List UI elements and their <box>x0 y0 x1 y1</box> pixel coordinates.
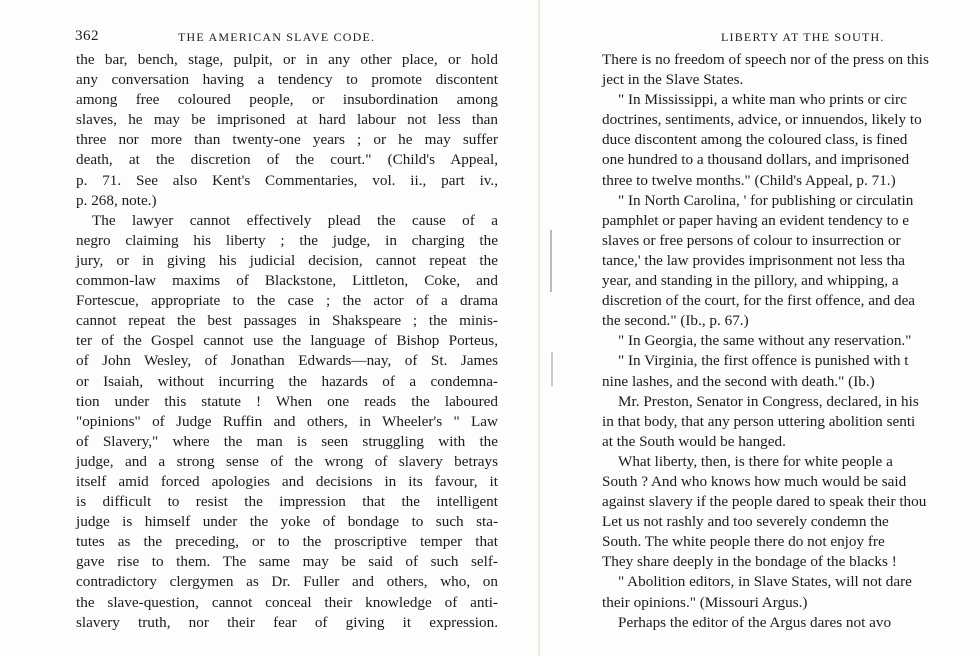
text-line: three to twelve months." (Child's Appeal, p. 71.) <box>602 171 896 189</box>
text-line: negro claiming his liberty ; the judge, in charging the <box>76 231 498 249</box>
text-line: Mr. Preston, Senator in Congress, declared, in his <box>618 392 919 410</box>
left-page-body <box>76 50 498 633</box>
text-line: There is no freedom of speech nor of the press on this <box>602 51 929 68</box>
text-line: contradictory clergymen as Dr. Fuller and others, who, on <box>76 573 498 591</box>
text-line: Fortescue, appropriate to the case ; the actor of a drama <box>76 292 498 310</box>
text-line: death, at the discretion of the court." (Child's Appeal, <box>76 151 498 169</box>
text-line: nine lashes, and the second with death." (Ib.) <box>602 372 875 390</box>
text-line: cannot repeat the best passages in Shakspeare ; the minis- <box>76 312 498 330</box>
text-line: tutes as the preceding, or to the proscriptive temper that <box>76 533 498 551</box>
text-line: They share deeply in the bondage of the blacks ! <box>602 553 897 571</box>
text-line: judge is himself under the yoke of bondage to such sta- <box>76 513 498 531</box>
text-line: gave rise to them. The same may be said of such self- <box>76 553 498 571</box>
text-line: year, and standing in the pillory, and whipping, a <box>602 272 899 290</box>
text-line: " Abolition editors, in Slave States, will not dare <box>618 573 912 591</box>
text-line: tance,' the law provides imprisonment not less tha <box>602 251 906 269</box>
text-line: itself amid forced apologies and decisions in its favour, it <box>76 472 498 490</box>
text-line: three nor more than twenty-one years ; or he may suffer <box>76 131 498 149</box>
text-line: South ? And who knows how much would be said <box>602 472 907 490</box>
page-number: 362 <box>75 28 99 44</box>
text-line: of Slavery," where the man is seen struggling with the <box>76 432 498 450</box>
text-line: ject in the Slave States. <box>602 71 744 89</box>
text-line: duce discontent among the coloured class, is fined <box>602 131 908 149</box>
text-line: What liberty, then, is there for white people a <box>618 452 893 470</box>
text-line: ter of the Gospel cannot use the language of Bishop Porteus, <box>76 332 498 350</box>
text-line: at the South would be hanged. <box>602 432 786 450</box>
right-page-body <box>602 50 980 633</box>
running-head-right: LIBERTY AT THE SOUTH. <box>721 30 885 44</box>
text-line: in that body, that any person uttering abolition senti <box>602 412 916 430</box>
text-line: pamphlet or paper having an evident tendency to e <box>602 211 910 229</box>
text-line: one hundred to a thousand dollars, and imprisoned <box>602 151 910 169</box>
text-line: slavery truth, nor their fear of giving it expression. <box>76 613 498 631</box>
text-line: Perhaps the editor of the Argus dares not avo <box>618 613 892 631</box>
text-line: jury, or in giving his judicial decision, cannot repeat the <box>76 251 498 269</box>
text-line: discretion of the court, for the first offence, and dea <box>602 292 916 310</box>
text-line: common-law maxims of Blackstone, Littleton, Coke, and <box>76 272 498 290</box>
text-line: among free coloured people, or insubordination among <box>76 91 498 109</box>
text-line: against slavery if the people dared to speak their thou <box>602 493 927 511</box>
text-line: judge, and a strong sense of the wrong of slavery betrays <box>76 452 498 470</box>
text-line: the slave-question, cannot conceal their knowledge of anti- <box>76 593 498 611</box>
text-line: any conversation having a tendency to promote discontent <box>76 71 498 89</box>
text-line: p. 268, note.) <box>76 191 157 209</box>
text-line: p. 71. See also Kent's Commentaries, vol. ii., part iv., <box>76 171 498 189</box>
text-line: tion under this statute ! When one reads the laboured <box>76 392 498 410</box>
gutter-scan-mark <box>550 230 552 292</box>
text-line: of John Wesley, of Jonathan Edwards—nay, of St. James <box>76 352 498 370</box>
text-line: " In Virginia, the first offence is punished with t <box>618 352 909 370</box>
gutter-scan-mark <box>551 352 553 386</box>
text-line: their opinions." (Missouri Argus.) <box>602 593 808 611</box>
text-line: or Isaiah, without incurring the hazards of a condemna- <box>76 372 498 390</box>
text-line: is difficult to resist the impression that the intelligent <box>76 493 498 511</box>
text-line: " In Georgia, the same without any reservation." <box>618 332 912 350</box>
running-head-left: THE AMERICAN SLAVE CODE. <box>178 30 376 44</box>
text-line: doctrines, sentiments, advice, or innuendos, likely to <box>602 111 922 129</box>
text-line: the bar, bench, stage, pulpit, or in any other place, or hold <box>76 51 498 68</box>
text-line: " In North Carolina, ' for publishing or circulatin <box>618 191 914 209</box>
text-line: "opinions" of Judge Ruffin and others, in Wheeler's " Law <box>76 412 498 430</box>
text-line: slaves, he may be imprisoned at hard labour not less than <box>76 111 498 129</box>
right-page <box>540 0 980 656</box>
text-line: The lawyer cannot effectively plead the cause of a <box>92 211 498 229</box>
text-line: " In Mississippi, a white man who prints or circ <box>618 91 907 109</box>
text-line: South. The white people there do not enjoy fre <box>602 533 885 551</box>
text-line: the second." (Ib., p. 67.) <box>602 312 749 330</box>
text-line: Let us not rashly and too severely condemn the <box>602 513 889 531</box>
text-line: slaves or free persons of colour to insurrection or <box>602 231 901 249</box>
